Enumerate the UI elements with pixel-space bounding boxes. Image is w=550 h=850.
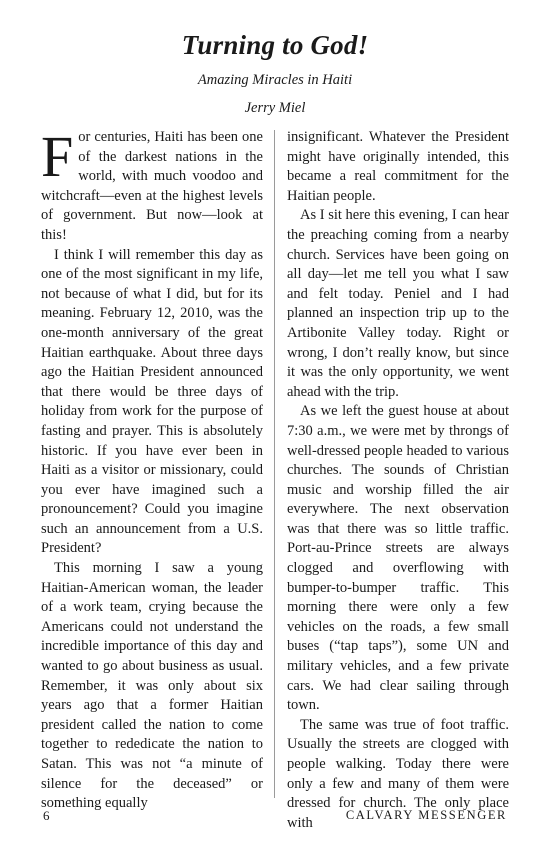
- paragraph: As we left the guest house at about 7:30 a.m., we were met by throngs of well-dressed people headed to various churches. The sounds of Christian music and worship filled the air everywhere. The next observation was that there was so little traffic. Port-au-Prince streets are always clogged and overflowing with bumper-to-bumper traffic. This morning there were only a few vehicles on the roads, a few small buses (“tap taps”), some UN and military vehicles, and a few private cars. We had clear sailing through town.: [287, 403, 509, 714]
- paragraph: As I sit here this evening, I can hear the preaching coming from a nearby church. Services have been going on all day—let me tell you what I saw and felt today. Peniel and I had planned an inspection trip up to the Artibonite Valley today. Right or wrong, I don’t really know, but since it was the only opportunity, we went ahead with the trip.: [287, 207, 509, 400]
- magazine-name: CALVARY MESSENGER: [345, 808, 507, 822]
- paragraph: The same was true of foot traffic. Usually the streets are clogged with people walking. Today there were only a few and many of them were dressed for church. The only place with: [287, 716, 509, 831]
- drop-cap: F: [41, 124, 74, 189]
- paragraph: This morning I saw a young Haitian-American woman, the leader of a work team, crying because the Americans could not understand the incredible importance of this day and wanted to go about business as usual. Remember, it was only about six years ago that a former Haitian president called the nation to come together to rededicate the nation to Satan. This was not “a minute of silence for the deceased” or something equally: [41, 560, 263, 812]
- article-title: Turning to God!: [181, 30, 369, 60]
- right-column: [287, 128, 509, 833]
- article-author: Jerry Miel: [244, 100, 306, 116]
- page-number: 6: [43, 808, 50, 823]
- paragraph: I think I will remember this day as one of the most significant in my life, not because of what I did, but for its meaning. February 12, 2010, was the one-month anniversary of the great Haitian earthquake. About three days ago the Haitian President announced that there would be three days of holiday from work for the purpose of fasting and prayer. This is absolutely historic. If you have ever been in Haiti as a visitor or missionary, could you ever have imagined such a pronouncement? Could you imagine such an announcement from a U.S. President?: [41, 246, 263, 557]
- article-subtitle: Amazing Miracles in Haiti: [197, 72, 353, 88]
- left-column: [41, 124, 263, 814]
- paragraph: [41, 124, 263, 246]
- paragraph: insignificant. Whatever the President might have originally intended, this became a real commitment for the Haitian people.: [287, 129, 509, 204]
- paragraph-text: or centuries, Haiti has been one of the darkest nations in the world, with much voodoo and witchcraft—even at the highest levels of government. But now—look at this!: [41, 129, 263, 243]
- column-divider: [274, 130, 275, 798]
